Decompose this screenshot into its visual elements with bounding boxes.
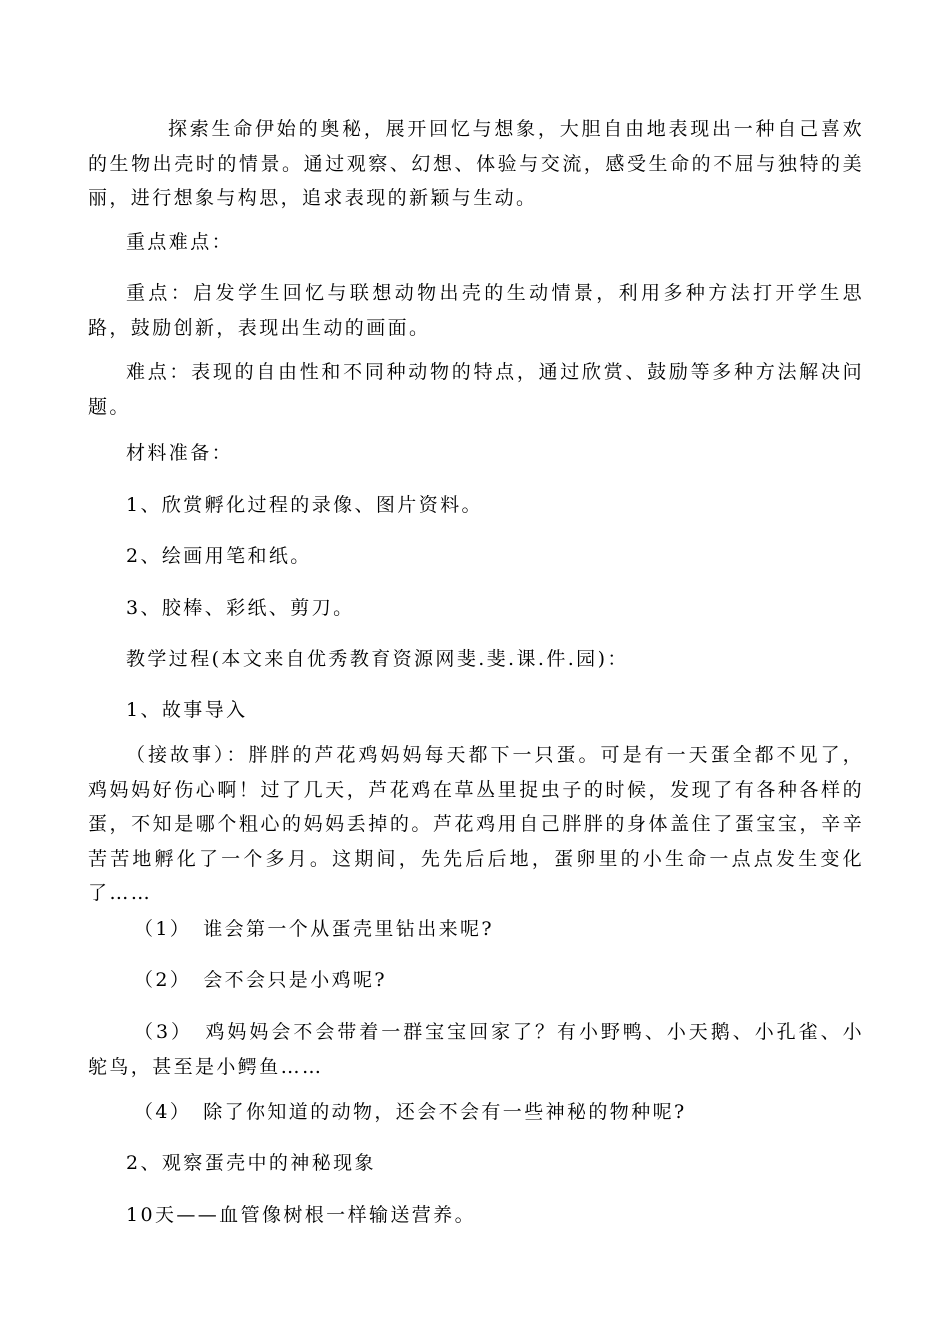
heading-materials: 材料准备：: [126, 442, 234, 464]
heading-story-intro: 1、故事导入: [126, 699, 248, 721]
paragraph-day-10: 10天——血管像树根一样输送营养。: [126, 1204, 476, 1226]
paragraph-difficulty: 难点：表现的自由性和不同种动物的特点，通过欣赏、鼓励等多种方法解决问题。: [88, 361, 864, 418]
paragraph-story: （接故事）：胖胖的芦花鸡妈妈每天都下一只蛋。可是有一天蛋全都不见了，鸡妈妈好伤心啊！过了几天，芦花鸡在草丛里捉虫子的时候，发现了有各种各样的蛋，不知是哪个粗心的妈妈丢掉的。芦花鸡用自己胖胖的身体盖住了蛋宝宝，辛辛苦苦地孵化了一个多月。这期间，先先后后地，蛋卵里的小生命一点点发生变化了……: [88, 744, 864, 904]
paragraph-intro: 探索生命伊始的奥秘，展开回忆与想象，大胆自由地表现出一种自己喜欢的生物出壳时的情景。通过观察、幻想、体验与交流，感受生命的不屈与独特的美丽，进行想象与构思，追求表现的新颖与生动。: [88, 118, 864, 209]
question-item: （4） 除了你知道的动物，还会不会有一些神秘的物种呢?: [134, 1101, 687, 1123]
list-item: 1、欣赏孵化过程的录像、图片资料。: [126, 494, 483, 516]
heading-key-points: 重点难点：: [126, 231, 234, 253]
question-item: （2） 会不会只是小鸡呢?: [134, 969, 387, 991]
heading-teaching-process: 教学过程(本文来自优秀教育资源网斐.斐.课.件.园)：: [126, 648, 629, 670]
paragraph-key-point: 重点：启发学生回忆与联想动物出壳的生动情景，利用多种方法打开学生思路，鼓励创新，表现出生动的画面。: [88, 282, 864, 339]
list-item: 3、胶棒、彩纸、剪刀。: [126, 597, 355, 619]
question-item: （3） 鸡妈妈会不会带着一群宝宝回家了？有小野鸭、小天鹅、小孔雀、小鸵鸟，甚至是小鳄鱼……: [88, 1021, 864, 1078]
question-item: （1） 谁会第一个从蛋壳里钻出来呢?: [134, 918, 494, 940]
list-item: 2、绘画用笔和纸。: [126, 545, 312, 567]
heading-observation: 2、观察蛋壳中的神秘现象: [126, 1152, 376, 1174]
